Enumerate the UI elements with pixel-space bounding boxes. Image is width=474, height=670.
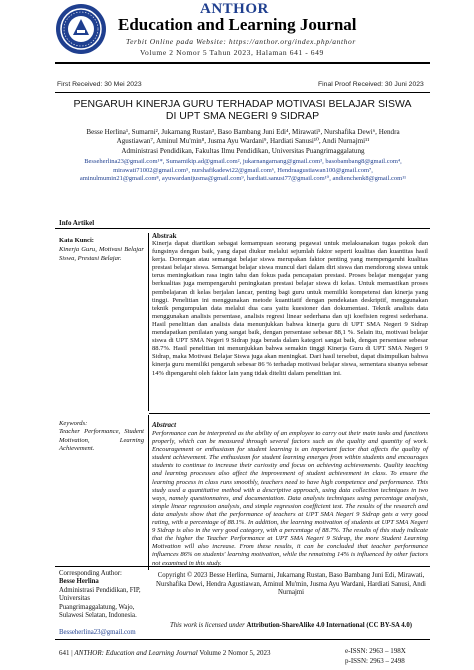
license-prefix: This work is licensed under [169,622,247,629]
column-divider-top [148,233,149,411]
article-title [60,98,425,122]
copyright-notice: Copyright © 2023 Besse Herlina, Sumarni, Jukarnang Rustan, Baso Bambang Juni Edi, Mirawati, Nurshafika Dewi, Hendra Agustiawan, Aminul Mu'min, Jusma Ayu Wardani, Hardiati Sanusi, Andi Nurnajmi [156,572,426,597]
license-link[interactable]: Attribution-ShareAlike 4.0 International (CC BY-SA 4.0) [246,622,413,629]
keywords-label: Keywords: [59,420,88,427]
column-divider-bottom [148,415,149,570]
abstract-heading: Abstract [152,421,177,429]
abstrak-heading: Abstrak [152,232,177,240]
corresponding-author-email[interactable]: Besseherlina23@gmail.com [59,629,136,636]
author-emails [57,158,429,184]
corresponding-author-affiliation: Administrasi Pendidikan, FIP, Universitas Puangrimaggalatung, Wajo, Sulawesi Selatan, Indonesia. [59,587,141,620]
kata-kunci-label: Kata Kunci: [59,237,94,244]
footer-issue: Volume 2 Nomor 5, 2023 [199,649,271,657]
footer-top-rule [55,566,430,567]
affiliation: Administrasi Pendidikan, Fakultas Ilmu Pendidikan, Universitas Puangrimaggalatung [121,146,365,155]
e-issn: e-ISSN: 2963 – 198X [345,647,406,655]
anthor-seal-icon [55,3,107,55]
date-final-proof: Final Proof Received: 30 Juni 2023 [318,81,424,88]
authors-line-2: Agustiawan⁷, Aminul Mu'min⁸, Jusma Ayu Wardani⁹, Hardiati Sanusi¹⁰, Andi Nurnajmi¹¹ [116,137,370,146]
page-number: 641 [59,649,70,657]
brand-name: ANTHOR [200,1,269,17]
abstract-divider [149,413,430,414]
author-list [57,128,429,156]
emails-line-2[interactable]: mirawati71002@gmail.com⁵, nurshafikadewi22@gmail.com⁶, Hendraagustiawan100@gmail.com⁷, [113,166,373,174]
footer-rule [55,639,430,640]
kata-kunci-value: Kinerja Guru, Motivasi Belajar Siswa, Prestasi Belajar. [59,246,144,262]
emails-line-1[interactable]: Besseherlina23@gmail.com¹*, Sumarnikip.ad@gmail.com², jukarnangarnang@gmail.com³, basobambang8@gmail.com⁴, [84,158,402,165]
corresponding-author-name: Besse Herlina [59,578,99,585]
corresponding-author-label: Corresponding Author: [59,570,122,577]
abstract-body: Performance can be interpreted as the ability of an employee to carry out their main tasks and functions properly, which can be measured through several factors such as the quality and quantity of work. Encouragement or enthusiasm for student learning is an important factor that affects the quality of student achievement. The enthusiasm for student learning emerges from within students and encourages students to continue to increase their curiosity and focus on achieving achievements. Quality teaching and learning processes also affect the improvement of student achievement in class. To ensure the learning process in class runs smoothly, teachers need to have high competence and performance. This study used a quantitative method with a descriptive approach, using data collection techniques in two ways, namely questionnaires, and documentation. Data analysis techniques using percentage analysis, simple linear regression analysis, and simple regression coefficient test. The results of the research and data analysis show that the performance of teachers at UPT SMA Negeri 9 Sidrap gets a very good rating, with a percentage of 88.1%. In addition, the learning motivation of students at UPT SMA Negeri 9 Sidrap is also in the very good category, with a percentage of 88.7%. The results of this study indicate that the higher the Teacher Performance at UPT SMA Negeri 9 Sidrap, the more Student Learning Motivation will also increase. From these results, it can be concluded that teacher performance influences 86% on students' learning motivation, while the remaining 14% is influenced by other factors not examined in this study. [152,430,428,567]
license-notice [152,622,430,629]
article-title-line-1: PENGARUH KINERJA GURU TERHADAP MOTIVASI BELAJAR SISWA [73,98,412,110]
dates-rule [55,92,430,93]
authors-line-1: Besse Herlina¹, Sumarni², Jukarnang Rustan³, Baso Bambang Juni Edi⁴, Mirawati⁵, Nurshafika Dewi⁶, Hendra [86,128,400,136]
header-rule [55,62,430,64]
issn-block [345,646,406,666]
keywords-value: Teacher Performance, Student Motivation, Learning Achievement. [59,428,144,453]
info-artikel-heading: Info Artikel [59,219,95,227]
journal-header [0,0,474,70]
article-title-line-2: DI UPT SMA NEGERI 9 SIDRAP [165,110,320,122]
emails-line-3[interactable]: aminulmumin21@gmail.com⁸, ayuwardanijusma@gmail.com⁹, hardiati.sanusi77@gmail.com¹⁰, andienchenk8@gmail.com¹¹ [79,175,407,183]
date-first-received: First Received: 30 Mei 2023 [57,81,142,88]
abstrak-body: Kinerja dapat diartikan sebagai kemampuan seorang pegawai untuk melaksanakan tugas pokok dan fungsinya dengan baik, yang dapat diukur melalui sejumlah faktor seperti kualitas dan kuantitas hasil kerja. Dorongan atau semangat belajar siswa merupakan faktor penting yang mempengaruhi kualitas prestasi belajar siswa. Semangat belajar siswa muncul dari dalam diri siswa dan mendorong siswa untuk terus meningkatkan rasa ingin tahu dan fokus pada pencapaian prestasi. Proses belajar mengajar yang berkualitas juga mempengaruhi peningkatan prestasi belajar siswa di kelas. Untuk memastikan proses pembelajaran di kelas berjalan lancar, penting bagi guru untuk memiliki kompetensi dan kinerja yang tinggi. Penelitian ini menggunakan metode kuantitatif dengan pendekatan deskriptif, menggunakan teknik pengumpulan data melalui dua cara yaitu kuesioner dan dokumentasi. Teknik analisis data menggunakan analisis persentase, analisis regresi linear sederhana dan uji koefisien regresi sederhana. Hasil penelitian dan analisis data menunjukkan bahwa kinerja guru di UPT SMA Negeri 9 Sidrap mendapatkan penilaian yang sangat baik, dengan persentase sebesar 88,1 %. Selain itu, motivasi belajar siswa di UPT SMA Negeri 9 Sidrap juga berada dalam kategori sangat baik, dengan persentase sebesar 88.7%. Hasil penelitian ini menunjukkan bahwa semakin tinggi Kinerja Guru di UPT SMA Negeri 9 Sidrap, maka Motivasi Belajar Siswa juga akan meningkat. Dari hasil tersebut, dapat disimpulkan bahwa kinerja guru memiliki pengaruh sebesar 86 % terhadap motivasi belajar siswa, sementara sisanya sebesar 14% dipengaruhi oleh faktor lain yang tidak diteliti dalam penelitian ini. [152,240,428,377]
p-issn: p-ISSN: 2963 – 2498 [345,657,405,665]
footer-journal: ANTHOR: Education and Learning Journal [74,649,198,657]
info-rule [55,228,430,229]
journal-website-line[interactable]: Terbit Online pada Website: https://anthor.org/index.php/anthor [126,37,356,46]
page-footer: 641 | ANTHOR: Education and Learning Journal Volume 2 Nomor 5, 2023 [59,649,271,657]
journal-title: Education and Learning Journal [118,15,357,34]
journal-volume-line: Volume 2 Nomor 5 Tahun 2023, Halaman 641 - 649 [140,48,324,57]
